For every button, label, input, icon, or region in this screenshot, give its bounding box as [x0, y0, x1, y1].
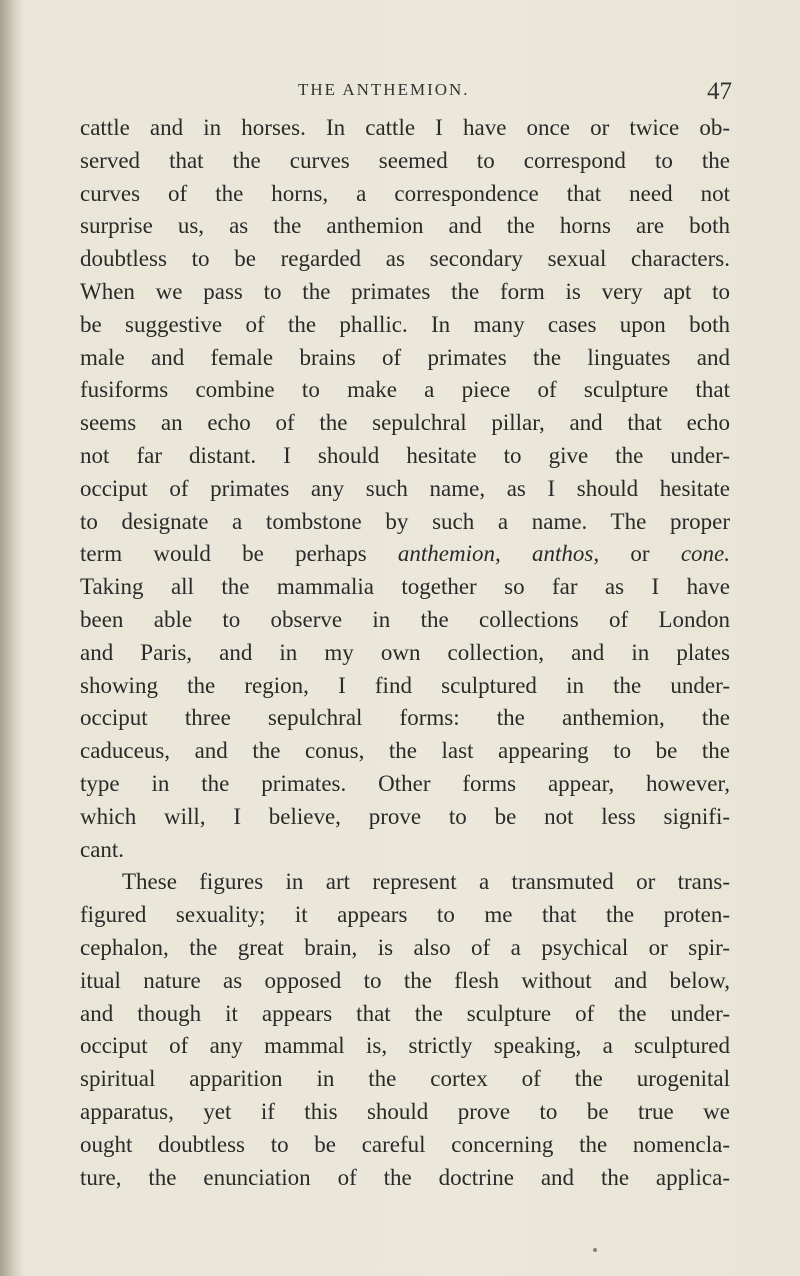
italic-term-anthos: anthos,	[532, 541, 600, 567]
text-line: and Paris, and in my own collection, and in plates	[80, 639, 730, 665]
body-text	[80, 112, 730, 1194]
text-line: not far distant. I should hesitate to give the under-	[80, 442, 730, 468]
text-line: seems an echo of the sepulchral pillar, and that echo	[80, 410, 730, 436]
text-line: type in the primates. Other forms appear, however,	[80, 770, 730, 796]
text-line: and though it appears that the sculpture of the under-	[80, 1000, 730, 1026]
line-text	[501, 541, 532, 566]
text-line: been able to observe in the collections of London	[80, 606, 730, 632]
text-line: be suggestive of the phallic. In many cases upon both	[80, 311, 730, 337]
text-line: which will, I believe, prove to be not less signifi-	[80, 803, 730, 829]
text-line: occiput of primates any such name, as I should hesitate	[80, 475, 730, 501]
text-line: These figures in art represent a transmuted or trans-	[122, 869, 730, 895]
paragraph-1	[80, 112, 730, 866]
text-line: Taking all the mammalia together so far as I have	[80, 574, 730, 600]
print-speck	[593, 1248, 597, 1252]
text-line: itual nature as opposed to the flesh without and below,	[80, 967, 730, 993]
text-line: figured sexuality; it appears to me that the proten-	[80, 902, 730, 928]
text-line: cattle and in horses. In cattle I have once or twice ob-	[80, 115, 730, 140]
text-line: ought doubtless to be careful concerning the nomencla-	[80, 1131, 730, 1157]
text-line-with-italics	[80, 538, 730, 571]
italic-term-cone: cone.	[680, 541, 730, 567]
page-number: 47	[707, 78, 732, 105]
text-line: curves of the horns, a correspondence that need not	[80, 180, 730, 206]
line-text: or	[599, 541, 681, 567]
text-line: cant.	[80, 836, 125, 862]
text-line: served that the curves seemed to correspond to the	[80, 147, 730, 173]
text-line: ture, the enunciation of the doctrine and the applica-	[80, 1164, 730, 1190]
text-line: occiput of any mammal is, strictly speaking, a sculptured	[80, 1033, 730, 1059]
text-line: doubtless to be regarded as secondary sexual characters.	[80, 246, 730, 272]
text-line: caduceus, and the conus, the last appearing to be the	[80, 738, 730, 764]
text-line: spiritual apparition in the cortex of the urogenital	[80, 1066, 730, 1092]
text-line: surprise us, as the anthemion and the horns are both	[80, 213, 730, 239]
text-line: occiput three sepulchral forms: the anthemion, the	[80, 705, 730, 731]
text-line: male and female brains of primates the linguates and	[80, 344, 730, 370]
line-text: term would be perhaps	[80, 541, 398, 567]
running-head	[0, 76, 800, 116]
text-line: to designate a tombstone by such a name. The proper	[80, 508, 730, 534]
paragraph-2	[80, 866, 730, 1194]
italic-term-anthemion: anthemion,	[397, 541, 501, 567]
running-title: THE ANTHEMION.	[298, 80, 470, 99]
text-line: apparatus, yet if this should prove to be true we	[80, 1098, 730, 1124]
text-line: When we pass to the primates the form is very apt to	[80, 278, 730, 304]
binding-shadow	[0, 0, 22, 1276]
text-line: showing the region, I find sculptured in the under-	[80, 672, 730, 698]
text-line: fusiforms combine to make a piece of sculpture that	[80, 377, 730, 403]
text-line: cephalon, the great brain, is also of a psychical or spir-	[80, 934, 730, 960]
